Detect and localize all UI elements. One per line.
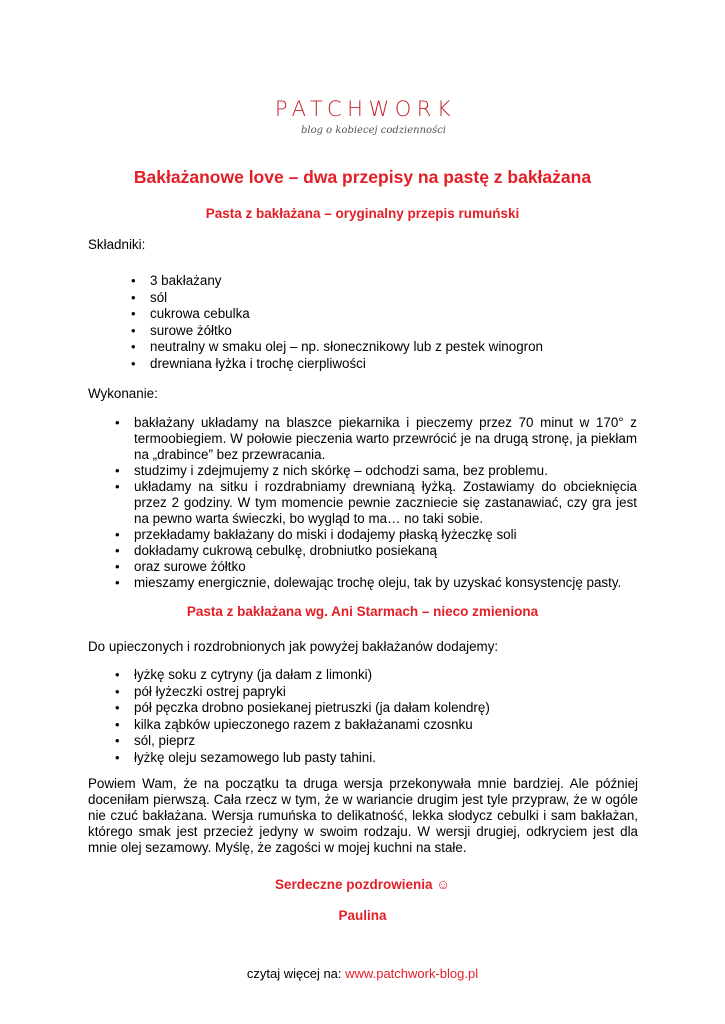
ingredients-list [131, 273, 631, 372]
list-item: • łyżkę oleju sezamowego lub pasty tahini. [115, 750, 637, 767]
list-item: • studzimy i zdejmujemy z nich skórkę – odchodzi sama, bez problemu. [115, 463, 637, 479]
logo-tagline: blog o kobiecej codzienności [300, 125, 447, 136]
footer-prefix: czytaj więcej na: [246, 966, 342, 981]
list-item: • układamy na sitku i rozdrabniamy drewnianą łyżką. Zostawiamy do obcieknięcia przez 2 godziny. W tym momencie pewnie zaczniecie się zastanawiać, czy gra jest na pewno warta świeczki, bo wygląd to ma… no taki sobie. [115, 479, 637, 527]
list-item: • kilka ząbków upieczonego razem z bakłażanami czosnku [115, 717, 637, 734]
list-item: • oraz surowe żółtko [115, 559, 637, 575]
list-item: • dokładamy cukrową cebulkę, drobniutko posiekaną [115, 543, 637, 559]
list-item: • 3 bakłażany [131, 273, 631, 290]
method-label: Wykonanie: [88, 386, 158, 401]
section1-heading: Pasta z bakłażana – oryginalny przepis rumuński [205, 206, 520, 221]
method-steps-list [115, 415, 637, 591]
list-item: • cukrowa cebulka [131, 306, 631, 323]
list-item: • pół pęczka drobno posiekanej pietruszki (ja dałam kolendrę) [115, 700, 637, 717]
list-item: • bakłażany układamy na blaszce piekarnika i pieczemy przez 70 minut w 170° z termoobiegiem. W połowie pieczenia warto przewrócić je na drugą stronę, ja piekłam na „drabince” bez przewracania. [115, 415, 637, 463]
footer [0, 966, 725, 981]
logo-text: PATCHWORK [274, 97, 457, 121]
section2-heading: Pasta z bakłażana wg. Ani Starmach – nieco zmieniona [186, 604, 539, 619]
list-item: • drewniana łyżka i trochę cierpliwości [131, 356, 631, 373]
list-item: • neutralny w smaku olej – np. słonecznikowy lub z pestek winogron [131, 339, 631, 356]
section2-ingredients-list [115, 667, 637, 766]
section2-intro: Do upieczonych i rozdrobnionych jak powyżej bakłażanów dodajemy: [88, 639, 499, 654]
summary-paragraph: Powiem Wam, że na początku ta druga wersja przekonywała mnie bardziej. Ale później doceniłam pierwszą. Cała rzecz w tym, że w wariancie drugim jest tyle przypraw, że w ogóle nie czuć bakłażana. Wersja rumuńska to delikatność, lekka słodycz cebulki i sam bakłażan, którego smak jest przecież jedyny w swoim rodzaju. W wersji drugiej, odkryciem jest dla mnie olej sezamowy. Myślę, że zagości w mojej kuchni na stałe. [88, 776, 638, 855]
signature: Paulina [338, 908, 387, 923]
blog-link[interactable]: www.patchwork-blog.pl [345, 966, 479, 981]
list-item: • mieszamy energicznie, dolewając trochę oleju, tak by uzyskać konsystencję pasty. [115, 575, 637, 591]
list-item: • surowe żółtko [131, 323, 631, 340]
list-item: • przekładamy bakłażany do miski i dodajemy płaską łyżeczkę soli [115, 527, 637, 543]
document-title: Bakłażanowe love – dwa przepisy na pastę z bakłażana [133, 167, 592, 187]
blog-logo [0, 97, 725, 136]
ingredients-label: Składniki: [88, 237, 146, 252]
greeting: Serdeczne pozdrowienia ☺ [274, 877, 451, 892]
list-item: • łyżkę soku z cytryny (ja dałam z limonki) [115, 667, 637, 684]
list-item: • sól, pieprz [115, 733, 637, 750]
list-item: • pół łyżeczki ostrej papryki [115, 684, 637, 701]
list-item: • sól [131, 290, 631, 307]
